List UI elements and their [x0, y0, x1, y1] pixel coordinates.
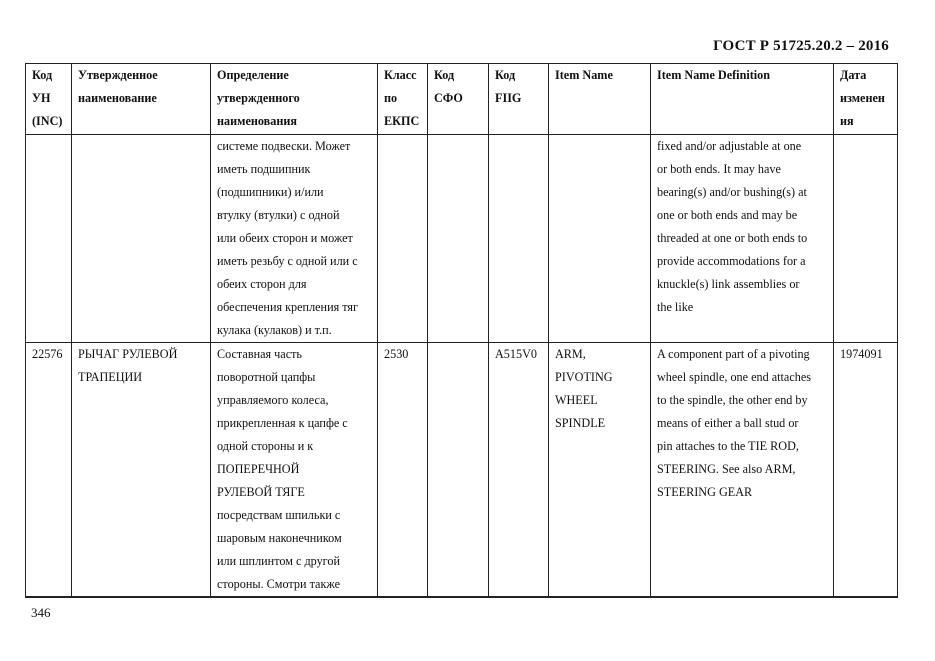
cell-change-date [834, 343, 898, 598]
item-name-table [25, 63, 898, 598]
header-line: по [384, 91, 398, 105]
cell-line: поворотной цапфы [217, 370, 316, 384]
cell-item-name [549, 135, 651, 343]
cell-line: или шплинтом с другой [217, 554, 340, 568]
cell-line: РУЛЕВОЙ ТЯГЕ [217, 485, 305, 499]
cell-line: управляемого колеса, [217, 393, 329, 407]
cell-line: 22576 [32, 347, 63, 361]
cell-line: посредствам шпильки с [217, 508, 341, 522]
header-line: Код [495, 68, 516, 82]
cell-line: STEERING. See also ARM, [657, 462, 796, 476]
header-line: Утвержденное [78, 68, 158, 82]
header-line: наименования [217, 114, 297, 128]
cell-line: кулака (кулаков) и т.п. [217, 323, 332, 337]
cell-approved-name [72, 135, 211, 343]
cell-line: иметь подшипник [217, 162, 311, 176]
cell-line: one or both ends and may be [657, 208, 798, 222]
cell-line: WHEEL [555, 393, 598, 407]
header-line: Дата [840, 68, 867, 82]
col-header-approved-name [72, 64, 211, 135]
header-line: СФО [434, 91, 463, 105]
cell-definition-ru [211, 135, 378, 343]
col-header-change-date [834, 64, 898, 135]
col-header-sfo-code [428, 64, 489, 135]
cell-line: or both ends. It may have [657, 162, 781, 176]
cell-line: втулку (втулки) с одной [217, 208, 340, 222]
cell-fiig-code [489, 135, 549, 343]
cell-line: обеспечения крепления тяг [217, 300, 359, 314]
header-line: Код [32, 68, 53, 82]
cell-sfo-code [428, 135, 489, 343]
header-line: изменен [840, 91, 885, 105]
cell-approved-name [72, 343, 211, 598]
cell-line: bearing(s) and/or bushing(s) at [657, 185, 807, 199]
cell-line: или обеих сторон и может [217, 231, 353, 245]
cell-item-definition [651, 343, 834, 598]
cell-line: means of either a ball stud or [657, 416, 799, 430]
cell-line: the like [657, 300, 694, 314]
cell-line: fixed and/or adjustable at one [657, 139, 802, 153]
header-line: ЕКПС [384, 114, 420, 128]
col-header-ekps-class [378, 64, 428, 135]
cell-line: РЫЧАГ РУЛЕВОЙ [78, 347, 178, 361]
cell-line: 2530 [384, 347, 409, 361]
cell-fiig-code [489, 343, 549, 598]
table-header-row [26, 64, 898, 135]
header-line: Класс [384, 68, 417, 82]
header-line: Код [434, 68, 455, 82]
col-header-item-definition [651, 64, 834, 135]
cell-line: to the spindle, the other end by [657, 393, 808, 407]
cell-ekps-class [378, 135, 428, 343]
cell-inc [26, 343, 72, 598]
header-line: Item Name Definition [657, 68, 771, 82]
header-line: Item Name [555, 68, 613, 82]
standard-designation: ГОСТ Р 51725.20.2 – 2016 [713, 38, 889, 54]
cell-line: обеих сторон для [217, 277, 307, 291]
cell-line: шаровым наконечником [217, 531, 342, 545]
cell-line: PIVOTING [555, 370, 613, 384]
table-row [26, 343, 898, 598]
header-line: УН [32, 91, 51, 105]
cell-line: Составная часть [217, 347, 302, 361]
cell-line: pin attaches to the TIE ROD, [657, 439, 799, 453]
cell-line: threaded at one or both ends to [657, 231, 808, 245]
col-header-item-name [549, 64, 651, 135]
header-line: наименование [78, 91, 157, 105]
cell-inc [26, 135, 72, 343]
cell-line: прикрепленная к цапфе с [217, 416, 348, 430]
cell-line: wheel spindle, one end attaches [657, 370, 811, 384]
cell-line: SPINDLE [555, 416, 606, 430]
cell-line: STEERING GEAR [657, 485, 753, 499]
cell-line: стороны. Смотри также [217, 577, 341, 591]
cell-line: 1974091 [840, 347, 883, 361]
header-line: (INC) [32, 114, 63, 128]
cell-change-date [834, 135, 898, 343]
cell-line: иметь резьбу с одной или с [217, 254, 358, 268]
cell-item-name [549, 343, 651, 598]
cell-line: ТРАПЕЦИИ [78, 370, 143, 384]
cell-ekps-class [378, 343, 428, 598]
cell-line: ПОПЕРЕЧНОЙ [217, 462, 300, 476]
col-header-definition-ru [211, 64, 378, 135]
col-header-fiig-code [489, 64, 549, 135]
cell-item-definition [651, 135, 834, 343]
cell-line: одной стороны и к [217, 439, 314, 453]
cell-line: provide accommodations for a [657, 254, 806, 268]
table-row [26, 135, 898, 343]
cell-line: ARM, [555, 347, 586, 361]
cell-sfo-code [428, 343, 489, 598]
cell-line: (подшипники) и/или [217, 185, 324, 199]
cell-line: системе подвески. Может [217, 139, 351, 153]
cell-line: A component part of a pivoting [657, 347, 810, 361]
cell-line: knuckle(s) link assemblies or [657, 277, 800, 291]
page-number: 346 [31, 605, 51, 620]
header-line: Определение [217, 68, 289, 82]
header-line: FIIG [495, 91, 522, 105]
header-line: утвержденного [217, 91, 300, 105]
cell-definition-ru [211, 343, 378, 598]
header-line: ия [840, 114, 854, 128]
cell-line: A515V0 [495, 347, 537, 361]
col-header-inc [26, 64, 72, 135]
